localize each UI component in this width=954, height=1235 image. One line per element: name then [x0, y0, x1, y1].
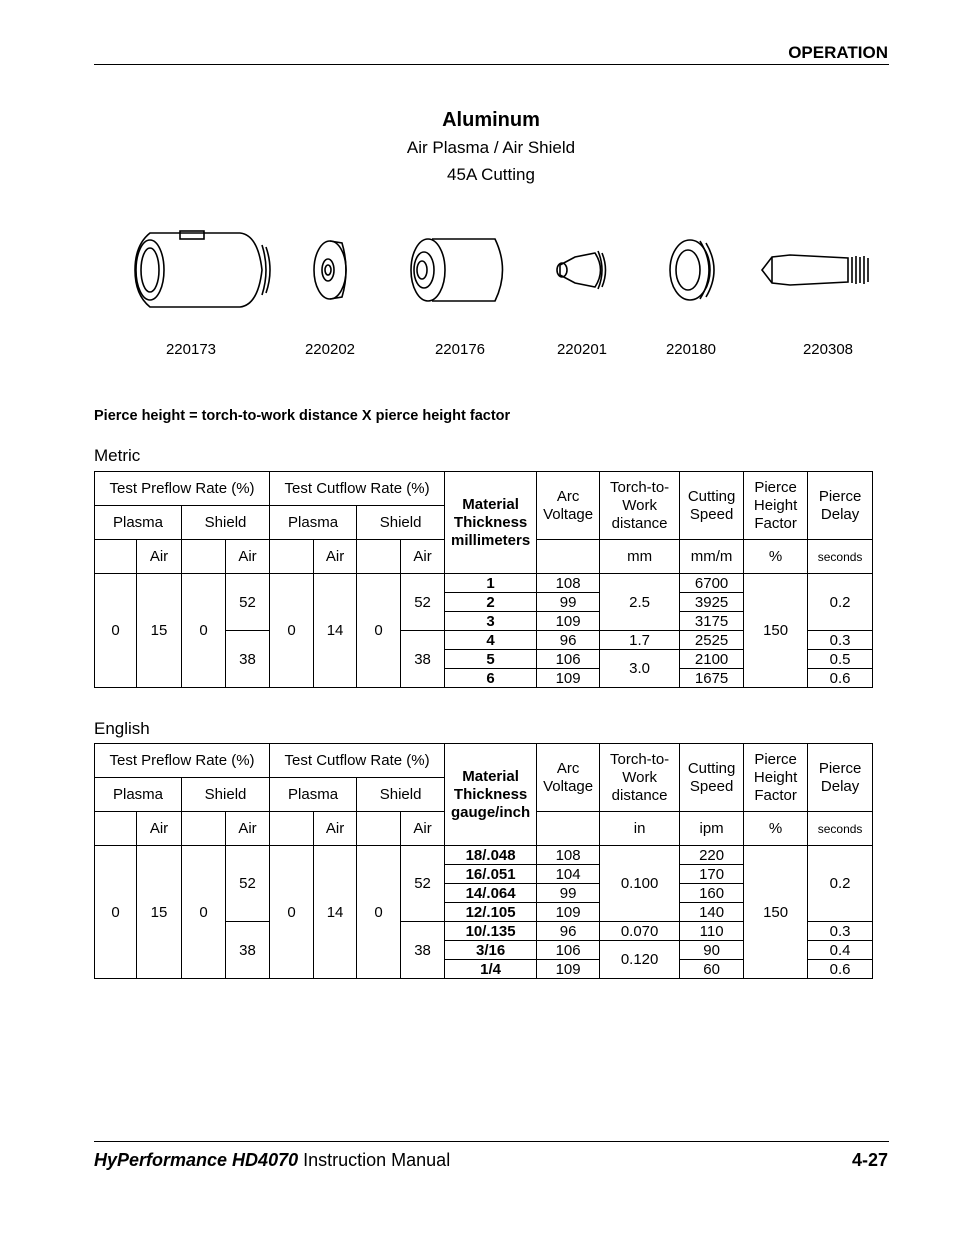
speed-cell: 1675: [680, 669, 744, 688]
seconds-unit: seconds: [808, 812, 873, 846]
voltage-cell: 106: [537, 941, 600, 960]
percent-unit: %: [744, 812, 808, 846]
process-subtitle: Air Plasma / Air Shield: [406, 138, 576, 157]
speed-unit: mm/m: [680, 540, 744, 574]
part-number: 220308: [802, 341, 854, 358]
table-cell: 0: [182, 846, 226, 979]
speed-cell: 2100: [680, 650, 744, 669]
thickness-cell: 6: [445, 669, 537, 688]
page-number: 4-27: [851, 1150, 888, 1170]
voltage-cell: 106: [537, 650, 600, 669]
thickness-header: Material Thickness millimeters: [445, 472, 537, 574]
distance-cell: 0.070: [600, 922, 680, 941]
seconds-unit: seconds: [808, 540, 873, 574]
voltage-cell: 109: [537, 669, 600, 688]
electrode-drawing: [762, 255, 868, 285]
table-cell: 52: [401, 846, 445, 922]
arc-voltage-header: Arc Voltage: [537, 744, 600, 812]
plasma-header: Plasma: [95, 778, 182, 812]
speed-cell: 6700: [680, 574, 744, 593]
page-title: Aluminum: [442, 109, 540, 131]
table-cell: 0: [95, 574, 137, 688]
phf-cell: 150: [744, 846, 808, 979]
metric-label: Metric: [94, 446, 141, 465]
delay-cell: 0.3: [808, 922, 873, 941]
shield-cap-drawing: [135, 231, 270, 307]
table-cell: 0: [95, 846, 137, 979]
table-cell: 0: [357, 846, 401, 979]
nozzle-drawing: [557, 251, 606, 289]
distance-unit: mm: [600, 540, 680, 574]
cutflow-header: Test Cutflow Rate (%): [270, 472, 445, 506]
section-header: OPERATION: [788, 43, 888, 62]
voltage-cell: 108: [537, 846, 600, 865]
table-cell: 15: [137, 846, 182, 979]
air-header: Air: [314, 540, 357, 574]
delay-cell: 0.2: [808, 574, 873, 631]
current-subtitle: 45A Cutting: [447, 165, 535, 184]
speed-cell: 90: [680, 941, 744, 960]
voltage-cell: 96: [537, 631, 600, 650]
pierce-height-factor-header: Pierce Height Factor: [744, 472, 808, 540]
swirl-ring-2-drawing: [670, 240, 714, 300]
speed-cell: 160: [680, 884, 744, 903]
part-number: 220176: [434, 341, 486, 358]
table-cell: 15: [137, 574, 182, 688]
distance-cell: 2.5: [600, 574, 680, 631]
thickness-cell: 18/.048: [445, 846, 537, 865]
delay-cell: 0.4: [808, 941, 873, 960]
speed-cell: 220: [680, 846, 744, 865]
delay-cell: 0.6: [808, 960, 873, 979]
voltage-cell: 96: [537, 922, 600, 941]
plasma-header: Plasma: [270, 506, 357, 540]
speed-unit: ipm: [680, 812, 744, 846]
air-header: Air: [137, 540, 182, 574]
table-cell: 52: [401, 574, 445, 631]
table-cell: 14: [314, 846, 357, 979]
thickness-cell: 1: [445, 574, 537, 593]
thickness-cell: 14/.064: [445, 884, 537, 903]
speed-cell: 140: [680, 903, 744, 922]
table-cell: 0: [182, 574, 226, 688]
thickness-cell: 3/16: [445, 941, 537, 960]
preflow-header: Test Preflow Rate (%): [95, 472, 270, 506]
thickness-cell: 1/4: [445, 960, 537, 979]
product-name: HyPerformance HD4070: [94, 1150, 299, 1170]
table-cell: 38: [226, 631, 270, 688]
shield-header: Shield: [182, 506, 270, 540]
distance-cell: 1.7: [600, 631, 680, 650]
part-number: 220173: [165, 341, 217, 358]
swirl-ring-drawing: [314, 241, 346, 299]
plasma-header: Plasma: [270, 778, 357, 812]
footer-rule: [94, 1141, 889, 1142]
pierce-height-factor-header: Pierce Height Factor: [744, 744, 808, 812]
table-cell: 38: [401, 631, 445, 688]
voltage-cell: 108: [537, 574, 600, 593]
pierce-delay-header: Pierce Delay: [808, 472, 873, 540]
thickness-cell: 2: [445, 593, 537, 612]
english-label: English: [94, 719, 150, 738]
part-number: 220180: [665, 341, 717, 358]
metric-table: [94, 471, 873, 688]
speed-cell: 3925: [680, 593, 744, 612]
arc-voltage-header: Arc Voltage: [537, 472, 600, 540]
speed-cell: 3175: [680, 612, 744, 631]
plasma-header: Plasma: [95, 506, 182, 540]
air-header: Air: [137, 812, 182, 846]
table-cell: 0: [270, 574, 314, 688]
table-cell: 52: [226, 574, 270, 631]
voltage-cell: 109: [537, 903, 600, 922]
distance-cell: 0.120: [600, 941, 680, 979]
voltage-cell: 109: [537, 960, 600, 979]
cutting-speed-header: Cutting Speed: [680, 472, 744, 540]
cutting-speed-header: Cutting Speed: [680, 744, 744, 812]
voltage-cell: 109: [537, 612, 600, 631]
table-cell: 0: [357, 574, 401, 688]
table-cell: 52: [226, 846, 270, 922]
voltage-cell: 99: [537, 884, 600, 903]
pierce-delay-header: Pierce Delay: [808, 744, 873, 812]
header-rule: [94, 64, 889, 65]
pierce-height-note: Pierce height = torch-to-work distance X pierce height factor: [94, 408, 511, 424]
footer-manual-title: [94, 1150, 450, 1171]
thickness-cell: 10/.135: [445, 922, 537, 941]
preflow-header: Test Preflow Rate (%): [95, 744, 270, 778]
table-cell: 14: [314, 574, 357, 688]
shield-header: Shield: [182, 778, 270, 812]
speed-cell: 170: [680, 865, 744, 884]
thickness-header: Material Thickness gauge/inch: [445, 744, 537, 846]
manual-label: Instruction Manual: [298, 1150, 451, 1170]
part-number: 220201: [556, 341, 608, 358]
delay-cell: 0.2: [808, 846, 873, 922]
distance-cell: 0.100: [600, 846, 680, 922]
delay-cell: 0.5: [808, 650, 873, 669]
thickness-cell: 5: [445, 650, 537, 669]
shield-header: Shield: [357, 778, 445, 812]
speed-cell: 60: [680, 960, 744, 979]
air-header: Air: [401, 812, 445, 846]
table-cell: 38: [226, 922, 270, 979]
speed-cell: 110: [680, 922, 744, 941]
phf-cell: 150: [744, 574, 808, 688]
air-header: Air: [226, 812, 270, 846]
retaining-cap-drawing: [411, 239, 503, 301]
english-table: [94, 743, 873, 979]
table-cell: 0: [270, 846, 314, 979]
air-header: Air: [314, 812, 357, 846]
torch-distance-header: Torch-to- Work distance: [600, 472, 680, 540]
torch-distance-header: Torch-to- Work distance: [600, 744, 680, 812]
distance-unit: in: [600, 812, 680, 846]
thickness-cell: 16/.051: [445, 865, 537, 884]
voltage-cell: 104: [537, 865, 600, 884]
voltage-cell: 99: [537, 593, 600, 612]
air-header: Air: [401, 540, 445, 574]
speed-cell: 2525: [680, 631, 744, 650]
delay-cell: 0.6: [808, 669, 873, 688]
air-header: Air: [226, 540, 270, 574]
thickness-cell: 12/.105: [445, 903, 537, 922]
percent-unit: %: [744, 540, 808, 574]
table-cell: 38: [401, 922, 445, 979]
delay-cell: 0.3: [808, 631, 873, 650]
thickness-cell: 3: [445, 612, 537, 631]
part-number: 220202: [304, 341, 356, 358]
thickness-cell: 4: [445, 631, 537, 650]
distance-cell: 3.0: [600, 650, 680, 688]
consumables-illustration: [0, 215, 954, 325]
shield-header: Shield: [357, 506, 445, 540]
cutflow-header: Test Cutflow Rate (%): [270, 744, 445, 778]
